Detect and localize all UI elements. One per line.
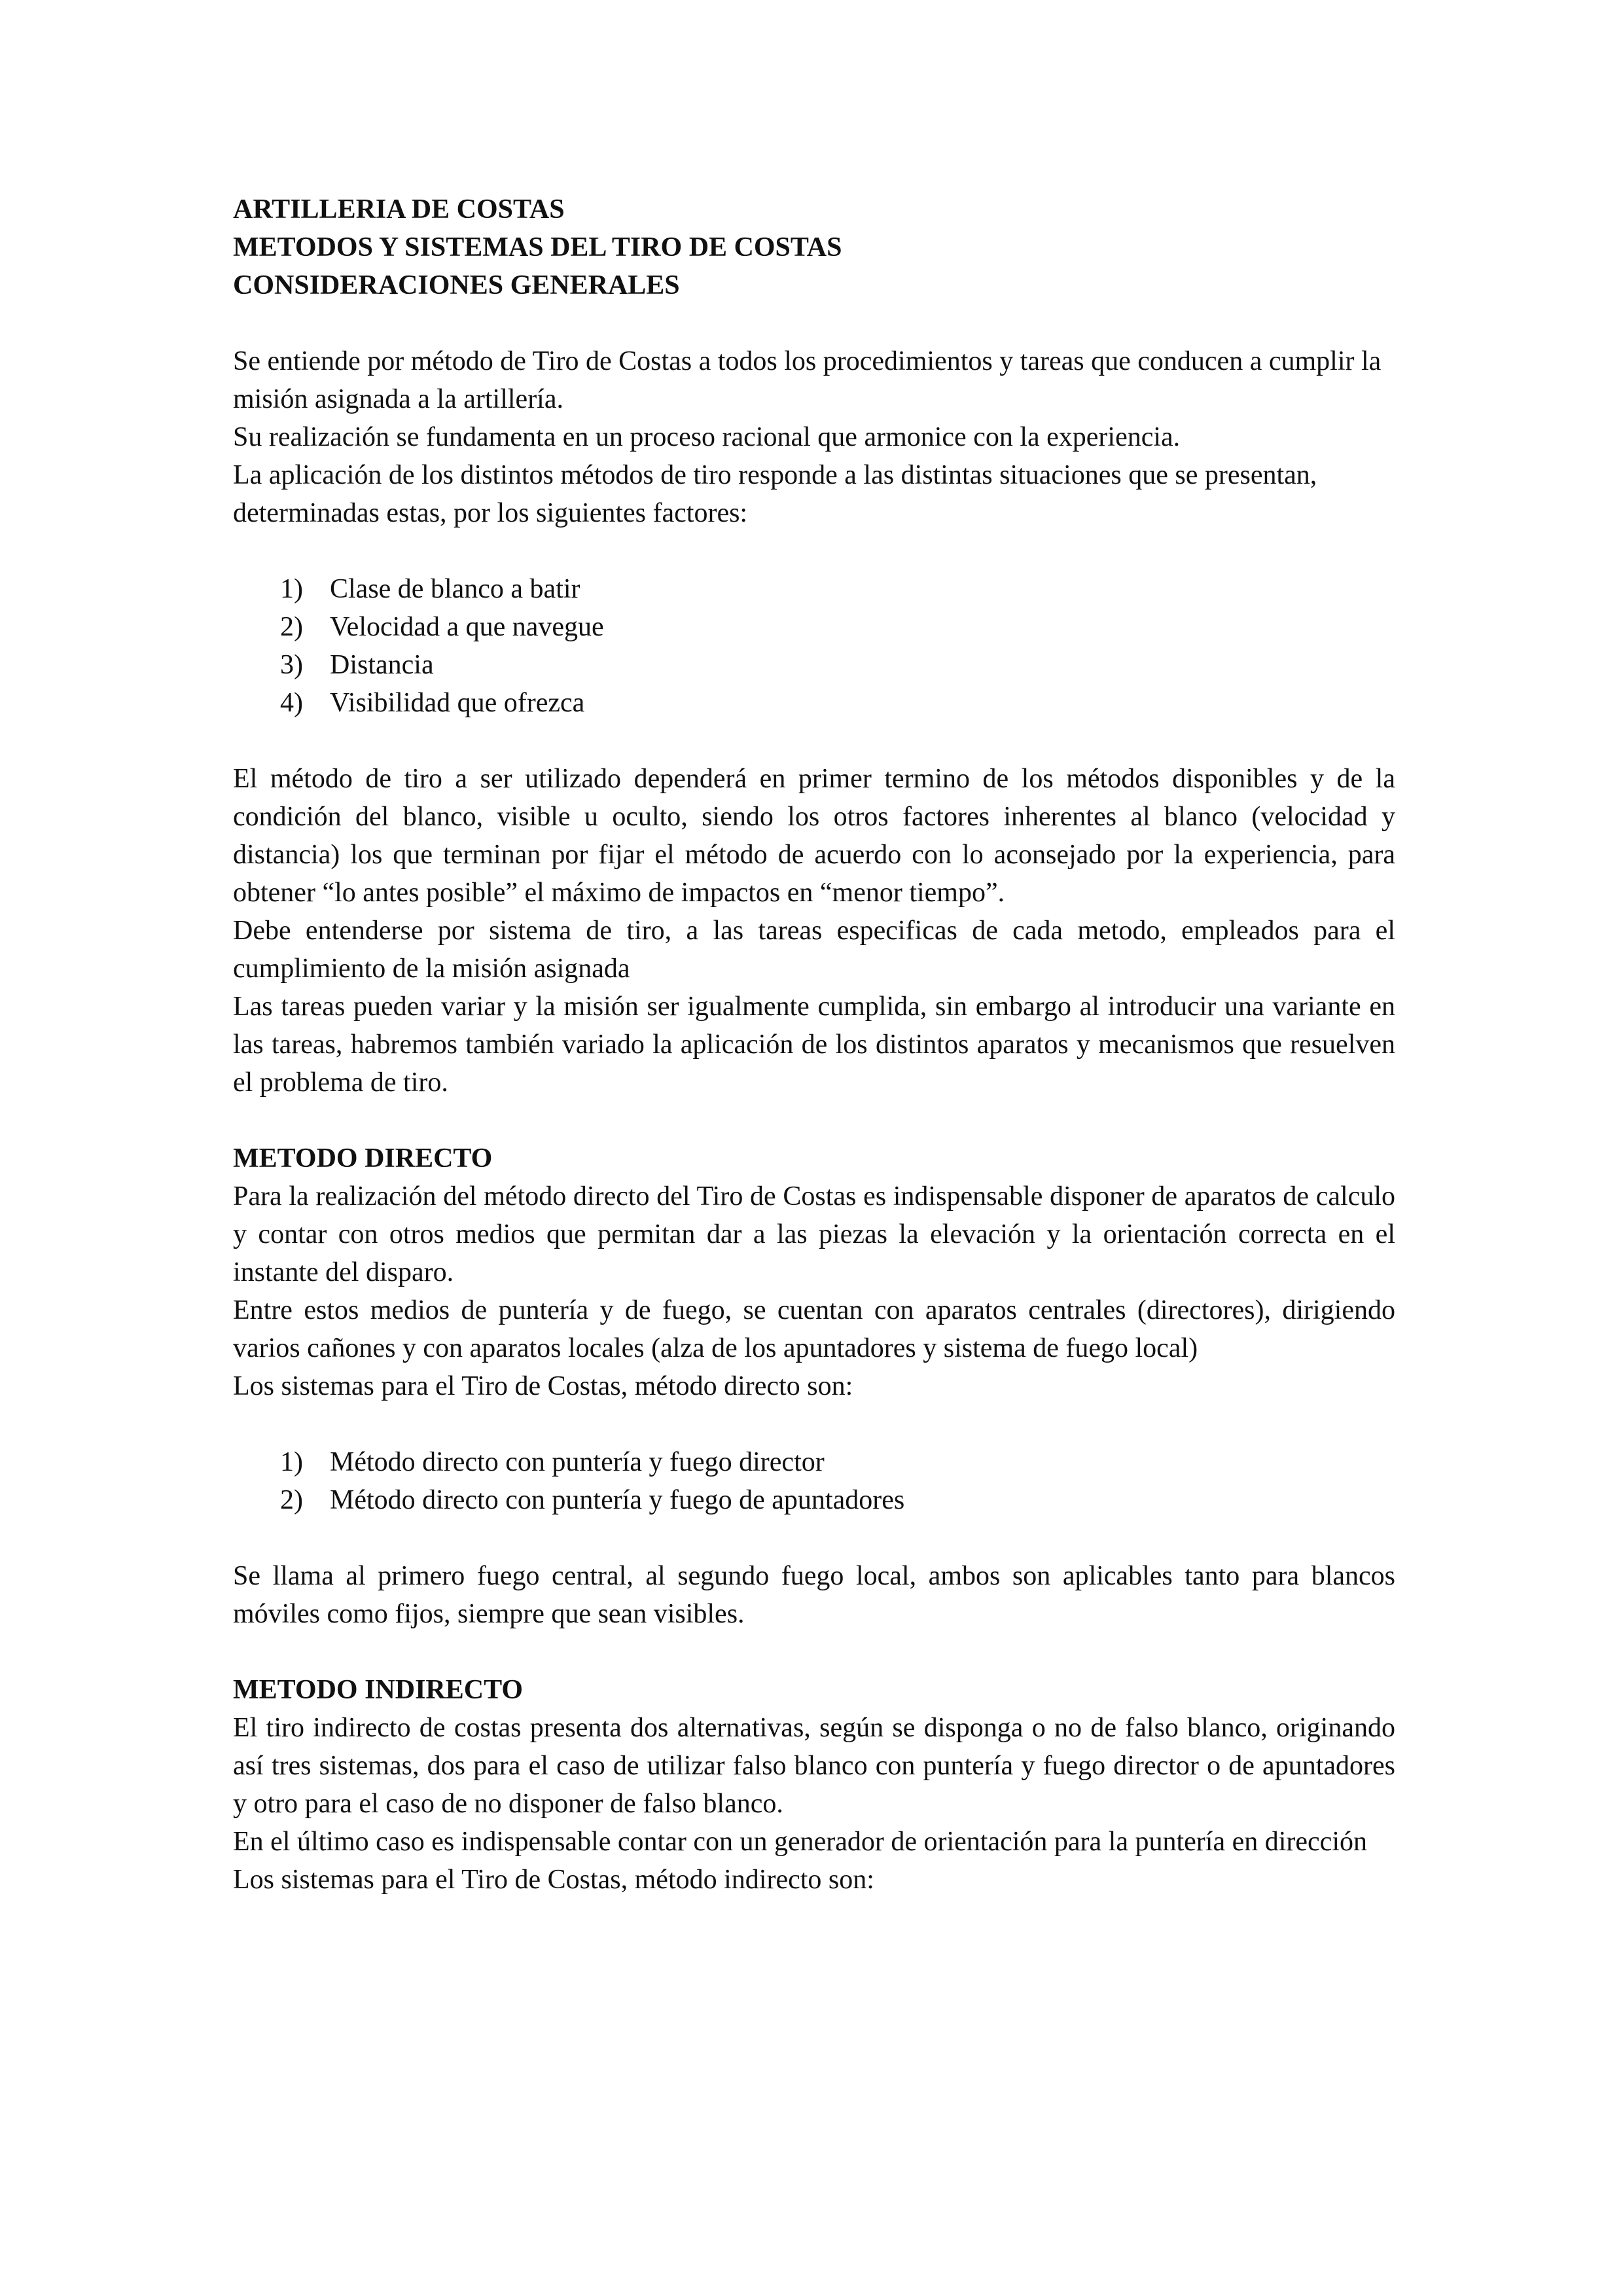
- list-text: Visibilidad que ofrezca: [330, 688, 585, 718]
- spacer: [233, 722, 1395, 760]
- directo-paragraph-2: Entre estos medios de puntería y de fuego, se cuentan con aparatos centrales (directores), dirigiendo varios cañones y con aparatos locales (alza de los apuntadores y sistema de fuego local): [233, 1295, 1395, 1363]
- indirecto-paragraph-3: Los sistemas para el Tiro de Costas, método indirecto son:: [233, 1865, 874, 1895]
- spacer: [233, 1633, 1395, 1671]
- list-item: [280, 684, 1395, 722]
- document-title: [233, 190, 1395, 304]
- general-paragraph-2: Debe entenderse por sistema de tiro, a las tareas especificas de cada metodo, empleados para el cumplimiento de la misión asignada: [233, 916, 1395, 984]
- list-item: [280, 608, 1395, 646]
- list-number: 2): [280, 1485, 303, 1515]
- section-heading-directo: METODO DIRECTO: [233, 1143, 493, 1174]
- list-number: 3): [280, 650, 303, 680]
- document-page: [233, 190, 1395, 1899]
- list-item: [280, 1443, 1395, 1481]
- spacer: [233, 532, 1395, 570]
- title-line-3: CONSIDERACIONES GENERALES: [233, 270, 680, 300]
- list-text: Clase de blanco a batir: [330, 574, 580, 604]
- list-number: 1): [280, 1447, 303, 1477]
- spacer: [233, 1519, 1395, 1557]
- directo-paragraph-1: Para la realización del método directo del Tiro de Costas es indispensable disponer de aparatos de calculo y contar con otros medios que permitan dar a las piezas la elevación y la orientación correcta en el instante del disparo.: [233, 1181, 1395, 1287]
- list-item: [280, 570, 1395, 608]
- list-item: [280, 646, 1395, 684]
- list-item: [280, 1481, 1395, 1519]
- list-text: Distancia: [330, 650, 434, 680]
- title-line-2: METODOS Y SISTEMAS DEL TIRO DE COSTAS: [233, 232, 842, 262]
- list-number: 1): [280, 574, 303, 604]
- general-paragraph-3: Las tareas pueden variar y la misión ser igualmente cumplida, sin embargo al introducir una variante en las tareas, habremos también variado la aplicación de los distintos aparatos y mecanismos que resuelven el problema de tiro.: [233, 992, 1395, 1098]
- spacer: [233, 1102, 1395, 1139]
- directo-paragraph-4: Se llama al primero fuego central, al segundo fuego local, ambos son aplicables tanto para blancos móviles como fijos, siempre que sean visibles.: [233, 1561, 1395, 1629]
- directo-systems-list: [233, 1443, 1395, 1519]
- directo-paragraph-3: Los sistemas para el Tiro de Costas, método directo son:: [233, 1371, 853, 1401]
- list-number: 2): [280, 612, 303, 642]
- intro-paragraph-2: Su realización se fundamenta en un proceso racional que armonice con la experiencia.: [233, 422, 1181, 452]
- section-heading-indirecto: METODO INDIRECTO: [233, 1675, 524, 1705]
- spacer: [233, 1405, 1395, 1443]
- list-text: Velocidad a que navegue: [330, 612, 604, 642]
- spacer: [233, 304, 1395, 342]
- list-number: 4): [280, 688, 303, 718]
- title-line-1: ARTILLERIA DE COSTAS: [233, 194, 565, 224]
- intro-paragraph-3: La aplicación de los distintos métodos de tiro responde a las distintas situaciones que se presentan, determinadas estas, por los siguientes factores:: [233, 460, 1317, 528]
- indirecto-paragraph-2: En el último caso es indispensable contar con un generador de orientación para la puntería en dirección: [233, 1827, 1367, 1857]
- indirecto-paragraph-1: El tiro indirecto de costas presenta dos alternativas, según se disponga o no de falso blanco, originando así tres sistemas, dos para el caso de utilizar falso blanco con puntería y fuego director o de apuntadores y otro para el caso de no disponer de falso blanco.: [233, 1713, 1395, 1819]
- intro-paragraph-1: Se entiende por método de Tiro de Costas a todos los procedimientos y tareas que conducen a cumplir la misión asignada a la artillería.: [233, 346, 1382, 414]
- factors-list: [233, 570, 1395, 722]
- general-paragraph-1: El método de tiro a ser utilizado dependerá en primer termino de los métodos disponibles y de la condición del blanco, visible u oculto, siendo los otros factores inherentes al blanco (velocidad y distancia) los que terminan por fijar el método de acuerdo con lo aconsejado por la experiencia, para obtener “lo antes posible” el máximo de impactos en “menor tiempo”.: [233, 764, 1395, 908]
- list-text: Método directo con puntería y fuego director: [330, 1447, 825, 1477]
- list-text: Método directo con puntería y fuego de apuntadores: [330, 1485, 905, 1515]
